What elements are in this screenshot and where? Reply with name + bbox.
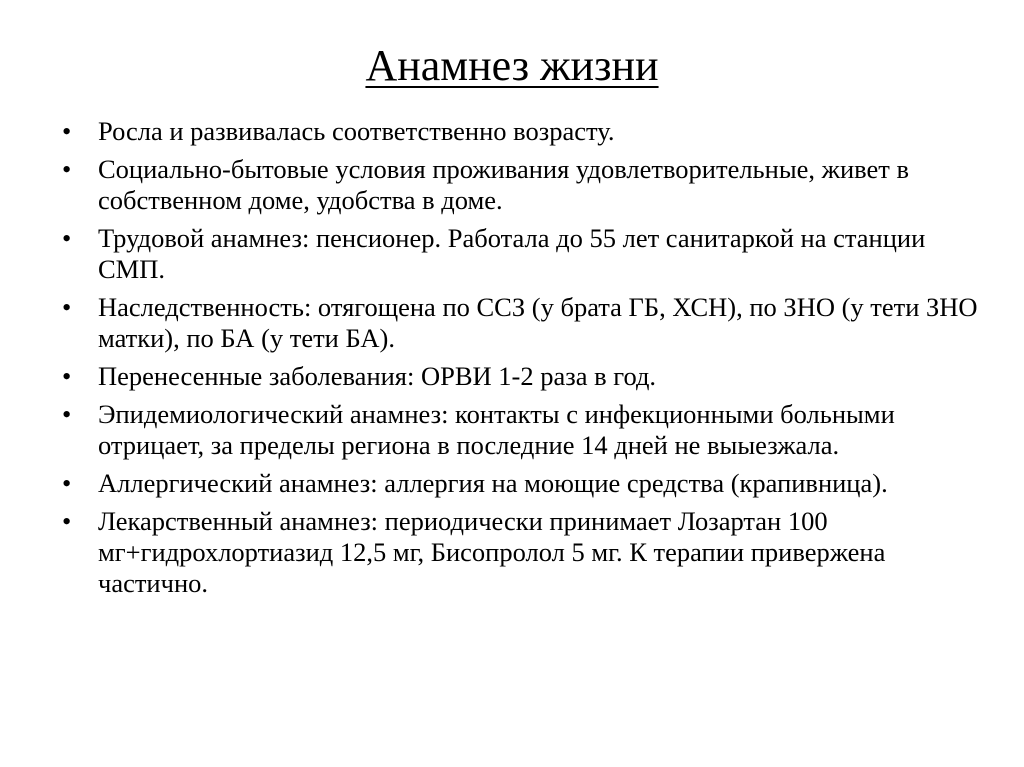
list-item [62,116,987,147]
slide-title-text: Анамнез жизни [365,41,659,90]
list-item [62,154,987,216]
bullet-icon: • [62,506,72,536]
bullet-list [62,116,987,606]
list-item-text: Лекарственный анамнез: периодически принимает Лозартан 100 мг+гидрохлортиазид 12,5 мг, Бисопролол 5 мг. К терапии привержена частично. [98,506,886,598]
bullet-icon: • [62,292,72,322]
list-item [62,399,987,461]
list-item-text: Наследственность: отягощена по ССЗ (у брата ГБ, ХСН), по ЗНО (у тети ЗНО матки), по БА (у тети БА). [98,292,978,353]
list-item [62,292,987,354]
bullet-icon: • [62,154,72,184]
list-item [62,506,987,599]
bullet-icon: • [62,223,72,253]
bullet-icon: • [62,361,72,391]
bullet-icon: • [62,468,72,498]
list-item [62,361,987,392]
slide-title [0,38,1024,94]
list-item-text: Перенесенные заболевания: ОРВИ 1-2 раза в год. [98,361,657,391]
bullet-icon: • [62,399,72,429]
list-item-text: Социально-бытовые условия проживания удовлетворительные, живет в собственном доме, удобства в доме. [98,154,909,215]
list-item-text: Аллергический анамнез: аллергия на моющие средства (крапивница). [98,468,888,498]
list-item-text: Трудовой анамнез: пенсионер. Работала до 55 лет санитаркой на станции СМП. [98,223,926,284]
list-item [62,223,987,285]
list-item-text: Росла и развивалась соответственно возрасту. [98,116,615,146]
bullet-icon: • [62,116,72,146]
list-item [62,468,987,499]
list-item-text: Эпидемиологический анамнез: контакты с инфекционными больными отрицает, за пределы региона в последние 14 дней не выыезжала. [98,399,895,460]
